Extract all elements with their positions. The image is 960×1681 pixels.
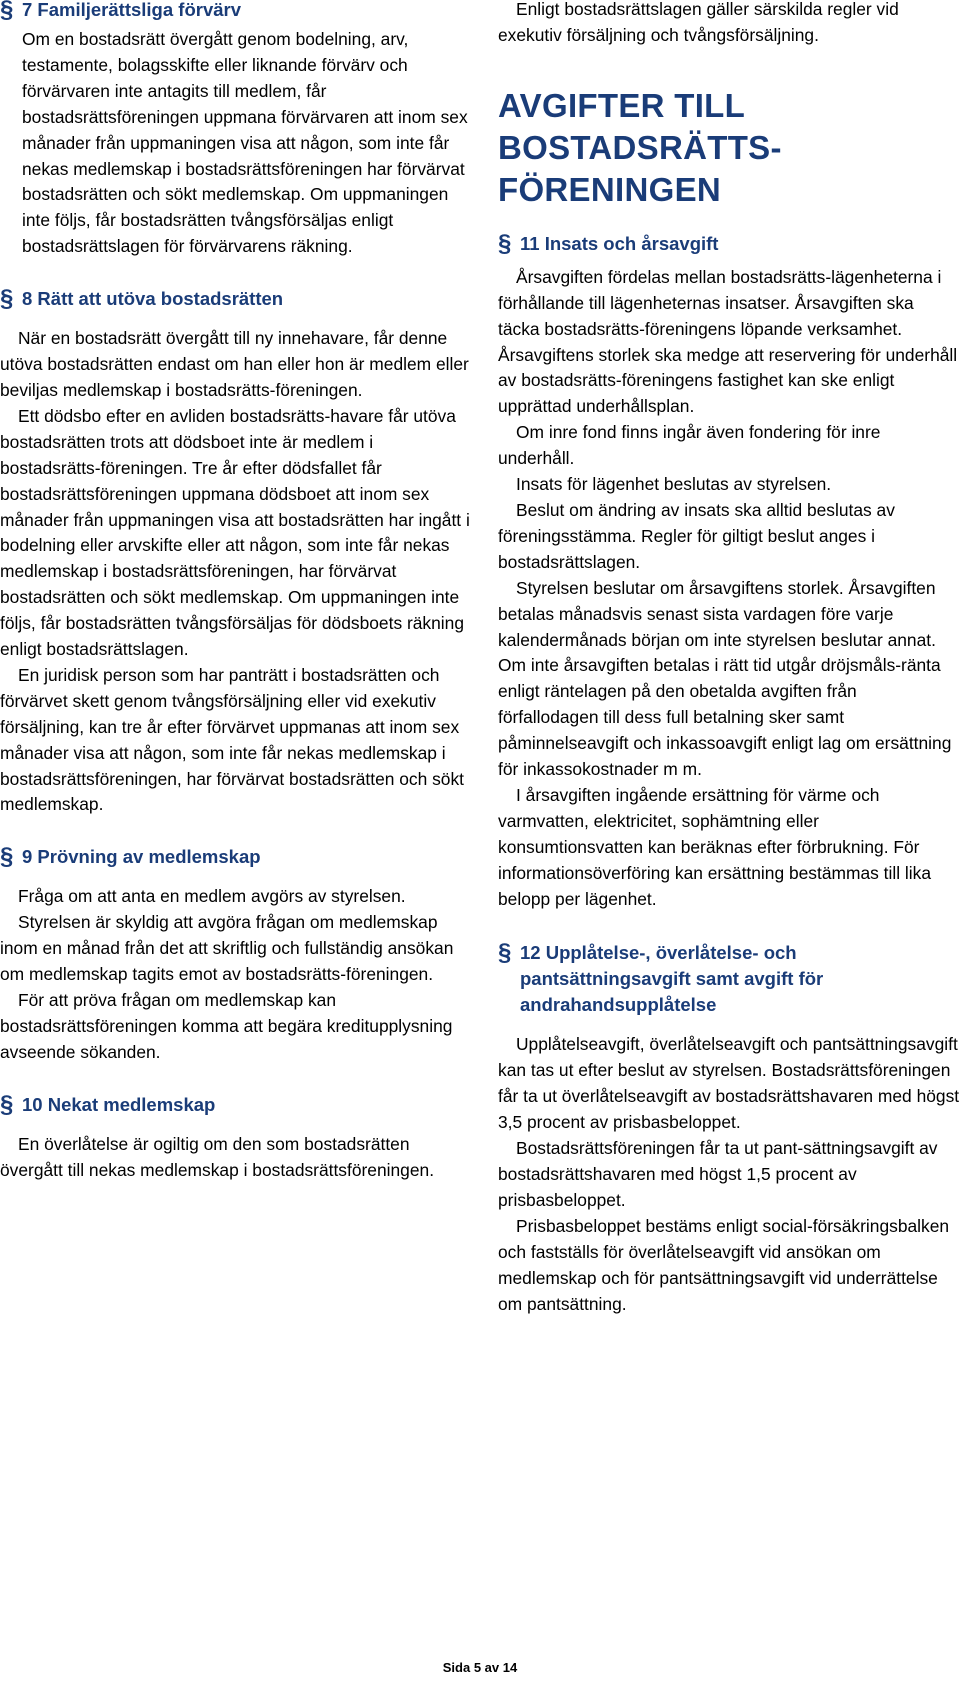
section-7-title: 7 Familjerättsliga förvärv <box>22 0 242 20</box>
section-12-heading <box>498 940 960 1018</box>
section-8-heading <box>0 286 470 312</box>
right-column <box>498 0 960 1317</box>
section-sign-icon <box>0 0 16 21</box>
chapter-title: AVGIFTER TILL BOSTADSRÄTTS-FÖRENINGEN <box>498 86 782 208</box>
section-sign-icon <box>498 231 514 255</box>
section-sign-icon <box>498 940 514 964</box>
section-12-title: 12 Upplåtelse-, överlåtelse- och pantsättningsavgift samt avgift för andrahandsupplåtelse <box>520 942 824 1016</box>
section-11-paragraph-5: Beslut om ändring av insats ska alltid beslutas av föreningsstämma. Regler för giltigt beslut anges i bostadsrättslagen. <box>498 499 895 572</box>
section-10-paragraph-1: En överlåtelse är ogiltig om den som bostadsrätten övergått till nekas medlemskap i bostadsrättsföreningen. <box>0 1133 435 1180</box>
section-12-paragraph-2: Bostadsrättsföreningen får ta ut pant-sättningsavgift av bostadsrättshavaren med högst 1,5 procent av prisbasbeloppet. <box>498 1138 938 1210</box>
section-8-paragraph-1: När en bostadsrätt övergått till ny innehavare, får denne utöva bostadsrätten endast om han eller hon är medlem eller beviljas medlemskap i bostadsrätts-föreningen. <box>0 328 469 400</box>
section-sign-icon <box>0 286 16 310</box>
section-11-paragraph-4: Insats för lägenhet beslutas av styrelsen. <box>516 474 832 495</box>
section-8-title: 8 Rätt att utöva bostadsrätten <box>22 288 284 310</box>
svg-text:§: § <box>0 0 14 21</box>
svg-text:§: § <box>0 1091 14 1116</box>
section-7-heading <box>0 0 470 23</box>
svg-text:§: § <box>498 230 512 255</box>
section-12-paragraph-3: Prisbasbeloppet bestäms enligt social-försäkringsbalken och fastställs för överlåtelseavgift vid ansökan om medlemskap och för pantsättningsavgift vid underrättelse om pantsättning. <box>498 1215 950 1314</box>
section-8-paragraph-3: En juridisk person som har panträtt i bostadsrätten och förvärvet skett genom tvångsförsäljning eller vid exekutiv försäljning, kan tre år efter förvärvet uppmanas att inom sex månader visa att någon, som inte får nekas medlemskap i bostadsrättsföreningen, har förvärvat bostadsrätten och sökt medlemskap. <box>0 664 465 815</box>
section-9-paragraph-1: Fråga om att anta en medlem avgörs av styrelsen. <box>18 886 406 907</box>
page-number: Sida 5 av 14 <box>442 1660 518 1675</box>
enforcement-paragraph: Enligt bostadsrättslagen gäller särskilda regler vid exekutiv försäljning och tvångsförsäljning. <box>498 0 899 45</box>
section-9-heading <box>0 844 470 870</box>
section-8-paragraph-2: Ett dödsbo efter en avliden bostadsrätts-havare får utöva bostadsrätten trots att dödsboet inte är medlem i bostadsrätts-föreningen. Tre år efter dödsfallet får bostadsrättsföreningen uppmana dödsboet att inom sex månader från uppmaningen visa att bostadsrätten har ingått i bodelning eller arvskifte eller att någon, som inte får nekas medlemskap i bostadsrättsföreningen, har förvärvat bostadsrätten och sökt medlemskap. Om uppmaningen inte följs, får bostadsrätten tvångsförsäljas för dödsboets räkning enligt bostadsrättslagen. <box>0 405 470 660</box>
section-11-heading <box>498 231 960 257</box>
section-11-paragraph-6: Styrelsen beslutar om årsavgiftens storlek. Årsavgiften betalas månadsvis senast sista vardagen före varje kalendermånads början om inte styrelsen beslutar annat. Om inte årsavgiften betalas i rätt tid utgår dröjsmåls-ränta enligt räntelagen på den obetalda avgiften från förfallodagen till dess full betalning sker samt påminnelseavgift och inkassoavgift enligt lag om ersättning för inkassokostnader m m. <box>498 577 952 780</box>
left-column <box>0 0 470 1184</box>
section-11-paragraph-1: Årsavgiften fördelas mellan bostadsrätts-lägenheterna i förhållande till lägenheternas insatser. Årsavgiften ska täcka bostadsrätts-föreningens löpande verksamhet. <box>498 266 942 339</box>
section-7-paragraph-1: Om en bostadsrätt övergått genom bodelning, arv, testamente, bolagsskifte eller liknande förvärv och förvärvaren inte antagits till medlem, får bostadsrättsföreningen uppmana förvärvaren att inom sex månader från uppmaningen visa att någon, som inte får nekas medlemskap i bostadsrättsföreningen har förvärvat bostadsrätten och sökt medlemskap. Om uppmaningen inte följs, får bostadsrätten tvångsförsäljas enligt bostadsrättslagen för förvärvarens räkning. <box>22 29 468 257</box>
section-11-paragraph-7: I årsavgiften ingående ersättning för värme och varmvatten, elektricitet, sophämtning eller konsumtionsvatten kan beräknas efter förbrukning. För informationsöverföring kan ersättning bestämmas till lika belopp per lägenhet. <box>498 784 932 909</box>
section-11-paragraph-3: Om inre fond finns ingår även fondering för inre underhåll. <box>498 422 881 469</box>
section-9-paragraph-2: Styrelsen är skyldig att avgöra frågan om medlemskap inom en månad från det att skriftlig och fullständig ansökan om medlemskap tagits emot av bostadsrätts-föreningen. <box>0 912 454 985</box>
section-10-heading <box>0 1092 470 1118</box>
section-11-paragraph-2: Årsavgiftens storlek ska medge att reservering för underhåll av bostadsrätts-föreningens fastighet kan ske enligt upprättad underhållsplan. <box>498 344 958 417</box>
section-9-paragraph-3: För att pröva frågan om medlemskap kan bostadsrättsföreningen komma att begära kreditupplysning avseende sökanden. <box>0 990 453 1062</box>
svg-text:§: § <box>0 286 14 311</box>
section-sign-icon <box>0 1092 16 1116</box>
svg-text:§: § <box>0 844 14 869</box>
section-12-paragraph-1: Upplåtelseavgift, överlåtelseavgift och pantsättningsavgift kan tas ut efter beslut av styrelsen. Bostadsrättsföreningen får ta ut överlåtelseavgift av bostadsrättshavaren med högst 3,5 procent av prisbasbeloppet. <box>498 1034 960 1133</box>
section-10-title: 10 Nekat medlemskap <box>22 1093 216 1115</box>
section-11-title: 11 Insats och årsavgift <box>520 232 719 254</box>
svg-text:§: § <box>498 940 512 965</box>
section-sign-icon <box>0 844 16 868</box>
section-9-title: 9 Prövning av medlemskap <box>22 846 261 868</box>
